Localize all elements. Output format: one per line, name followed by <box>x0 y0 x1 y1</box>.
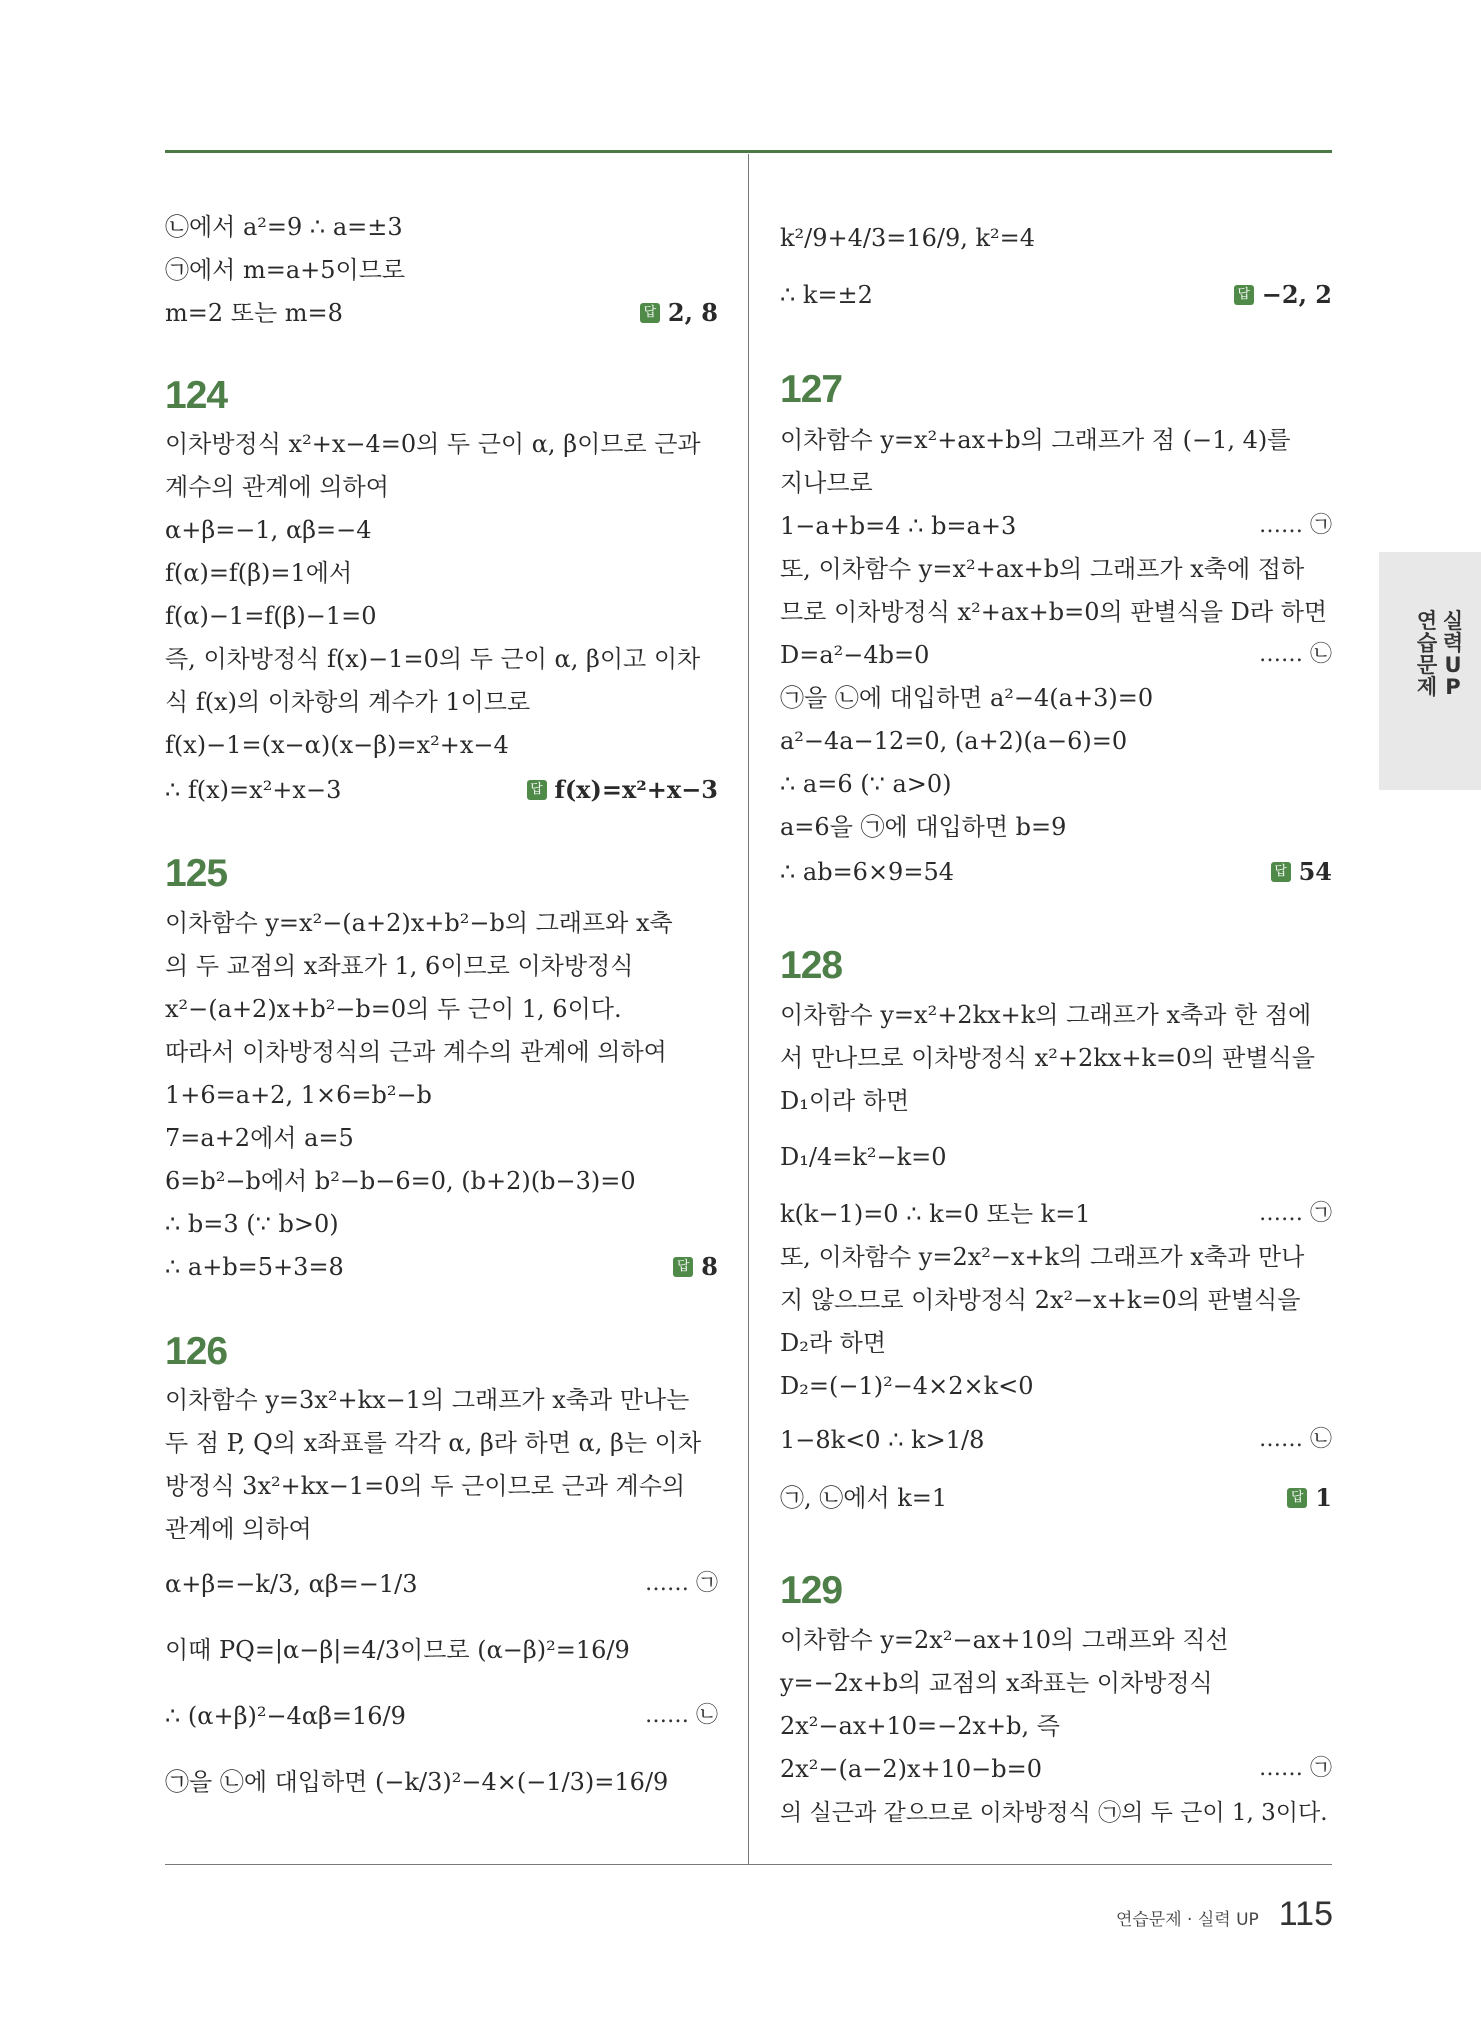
section-side-tab <box>1379 552 1481 790</box>
text-line: D₂라 하면 <box>780 1329 887 1357</box>
text-line: ㉡에서 a²=9 ∴ a=±3 <box>165 213 403 241</box>
answer-icon: 답 <box>527 780 547 800</box>
answer-icon: 답 <box>673 1257 693 1277</box>
text-line: ∴ f(x)=x²+x−3 답 f(x)=x²+x−3 <box>165 770 718 810</box>
answer: 답 f(x)=x²+x−3 <box>527 770 719 810</box>
text-line: 따라서 이차방정식의 근과 계수의 관계에 의하여 <box>165 1038 667 1066</box>
text-line: a²−4a−12=0, (a+2)(a−6)=0 <box>780 727 1128 755</box>
text-line: D₁/4=k²−k=0 <box>780 1143 947 1171</box>
problem-number: 124 <box>165 374 228 417</box>
text-line: 관계에 의하여 <box>165 1515 312 1543</box>
text-line: ㉠, ㉡에서 k=1 답 1 <box>780 1478 1332 1518</box>
text-line: ∴ k=±2 답 −2, 2 <box>780 275 1332 315</box>
problem-number: 129 <box>780 1569 843 1612</box>
answer: 답 8 <box>673 1247 718 1287</box>
text-line: 즉, 이차방정식 f(x)−1=0의 두 근이 α, β이고 이차 <box>165 645 701 673</box>
text-line: 의 두 교점의 x좌표가 1, 6이므로 이차방정식 <box>165 952 634 980</box>
text-line: ㉠에서 m=a+5이므로 <box>165 256 406 284</box>
answer-icon: 답 <box>1287 1488 1307 1508</box>
text-line: 식 f(x)의 이차항의 계수가 1이므로 <box>165 688 531 716</box>
text-line: α+β=−1, αβ=−4 <box>165 516 372 544</box>
text-line: 2x²−(a−2)x+10−b=0 …… ㉠ <box>780 1755 1332 1783</box>
text-line: 지나므로 <box>780 469 873 497</box>
text-line: ∴ ab=6×9=54 답 54 <box>780 852 1332 892</box>
text-line: 7=a+2에서 a=5 <box>165 1124 354 1152</box>
text-line: 1+6=a+2, 1×6=b²−b <box>165 1081 432 1109</box>
text-line: x²−(a+2)x+b²−b=0의 두 근이 1, 6이다. <box>165 995 622 1023</box>
text-line: k²/9+4/3=16/9, k²=4 <box>780 224 1036 252</box>
bottom-rule <box>165 1864 1332 1865</box>
text-line: 이차함수 y=x²−(a+2)x+b²−b의 그래프와 x축 <box>165 909 673 937</box>
text-line: ㉠을 ㉡에 대입하면 a²−4(a+3)=0 <box>780 684 1154 712</box>
page-number: 115 <box>1278 1895 1333 1933</box>
answer: 답 −2, 2 <box>1234 275 1332 315</box>
text-line: 두 점 P, Q의 x좌표를 각각 α, β라 하면 α, β는 이차 <box>165 1429 702 1457</box>
text-line: D=a²−4b=0 …… ㉡ <box>780 641 1332 669</box>
answer: 답 1 <box>1287 1478 1332 1518</box>
text-line: f(α)=f(β)=1에서 <box>165 559 353 587</box>
text-line: 1−8k<0 ∴ k>1/8 …… ㉡ <box>780 1426 1332 1454</box>
text-line: 이차함수 y=x²+2kx+k의 그래프가 x축과 한 점에 <box>780 1001 1312 1029</box>
text-line: 지 않으므로 이차방정식 2x²−x+k=0의 판별식을 <box>780 1286 1301 1314</box>
text-line: 의 실근과 같으므로 이차방정식 ㉠의 두 근이 1, 3이다. <box>780 1800 1328 1826</box>
text-line: 또, 이차함수 y=x²+ax+b의 그래프가 x축에 접하 <box>780 555 1305 583</box>
text-line: f(x)−1=(x−α)(x−β)=x²+x−4 <box>165 731 509 759</box>
answer-icon: 답 <box>640 303 660 323</box>
text-line: ∴ a=6 (∵ a>0) <box>780 770 952 798</box>
side-tab-label-2: 실력UP <box>1442 609 1464 699</box>
answer-icon: 답 <box>1234 285 1254 305</box>
problem-number: 125 <box>165 852 228 895</box>
text-line: 방정식 3x²+kx−1=0의 두 근이므로 근과 계수의 <box>165 1472 686 1500</box>
text-line: 1−a+b=4 ∴ b=a+3 …… ㉠ <box>780 512 1332 540</box>
text-line: m=2 또는 m=8 답 2, 8 <box>165 293 718 333</box>
text-line: 므로 이차방정식 x²+ax+b=0의 판별식을 D라 하면 <box>780 598 1328 626</box>
text-line: 6=b²−b에서 b²−b−6=0, (b+2)(b−3)=0 <box>165 1167 636 1195</box>
footer-title: 연습문제 · 실력 UP <box>1115 1910 1259 1930</box>
text-line: ㉠을 ㉡에 대입하면 (−k/3)²−4×(−1/3)=16/9 <box>165 1768 669 1796</box>
text-line: a=6을 ㉠에 대입하면 b=9 <box>780 813 1067 841</box>
answer-icon: 답 <box>1271 862 1291 882</box>
text-line: 또, 이차함수 y=2x²−x+k의 그래프가 x축과 만나 <box>780 1243 1305 1271</box>
problem-number: 127 <box>780 368 843 411</box>
side-tab-label-1: 연습문제 <box>1416 609 1438 699</box>
text-line: 이차함수 y=x²+ax+b의 그래프가 점 (−1, 4)를 <box>780 426 1291 454</box>
text-line: α+β=−k/3, αβ=−1/3 …… ㉠ <box>165 1570 718 1598</box>
answer: 답 2, 8 <box>640 293 718 333</box>
text-line: ∴ (α+β)²−4αβ=16/9 …… ㉡ <box>165 1702 718 1730</box>
text-line: 2x²−ax+10=−2x+b, 즉 <box>780 1712 1060 1740</box>
top-rule <box>165 150 1332 153</box>
problem-number: 128 <box>780 944 843 987</box>
column-divider <box>748 154 749 1864</box>
text-line: D₂=(−1)²−4×2×k<0 <box>780 1372 1034 1400</box>
text-line: 이때 PQ=|α−β|=4/3이므로 (α−β)²=16/9 <box>165 1636 630 1664</box>
text-line: y=−2x+b의 교점의 x좌표는 이차방정식 <box>780 1669 1213 1697</box>
page-footer <box>1116 1895 1333 1934</box>
text-line: D₁이라 하면 <box>780 1087 910 1115</box>
problem-number: 126 <box>165 1330 228 1373</box>
text-line: ∴ b=3 (∵ b>0) <box>165 1210 339 1238</box>
text-line: ∴ a+b=5+3=8 답 8 <box>165 1247 718 1287</box>
text-line: 계수의 관계에 의하여 <box>165 473 389 501</box>
text-line: f(α)−1=f(β)−1=0 <box>165 602 377 630</box>
text-line: 서 만나므로 이차방정식 x²+2kx+k=0의 판별식을 <box>780 1044 1315 1072</box>
answer: 답 54 <box>1271 852 1332 892</box>
text-line: k(k−1)=0 ∴ k=0 또는 k=1 …… ㉠ <box>780 1200 1332 1228</box>
text-line: 이차함수 y=2x²−ax+10의 그래프와 직선 <box>780 1626 1229 1654</box>
text-line: 이차방정식 x²+x−4=0의 두 근이 α, β이므로 근과 <box>165 430 701 458</box>
text-line: 이차함수 y=3x²+kx−1의 그래프가 x축과 만나는 <box>165 1386 690 1414</box>
